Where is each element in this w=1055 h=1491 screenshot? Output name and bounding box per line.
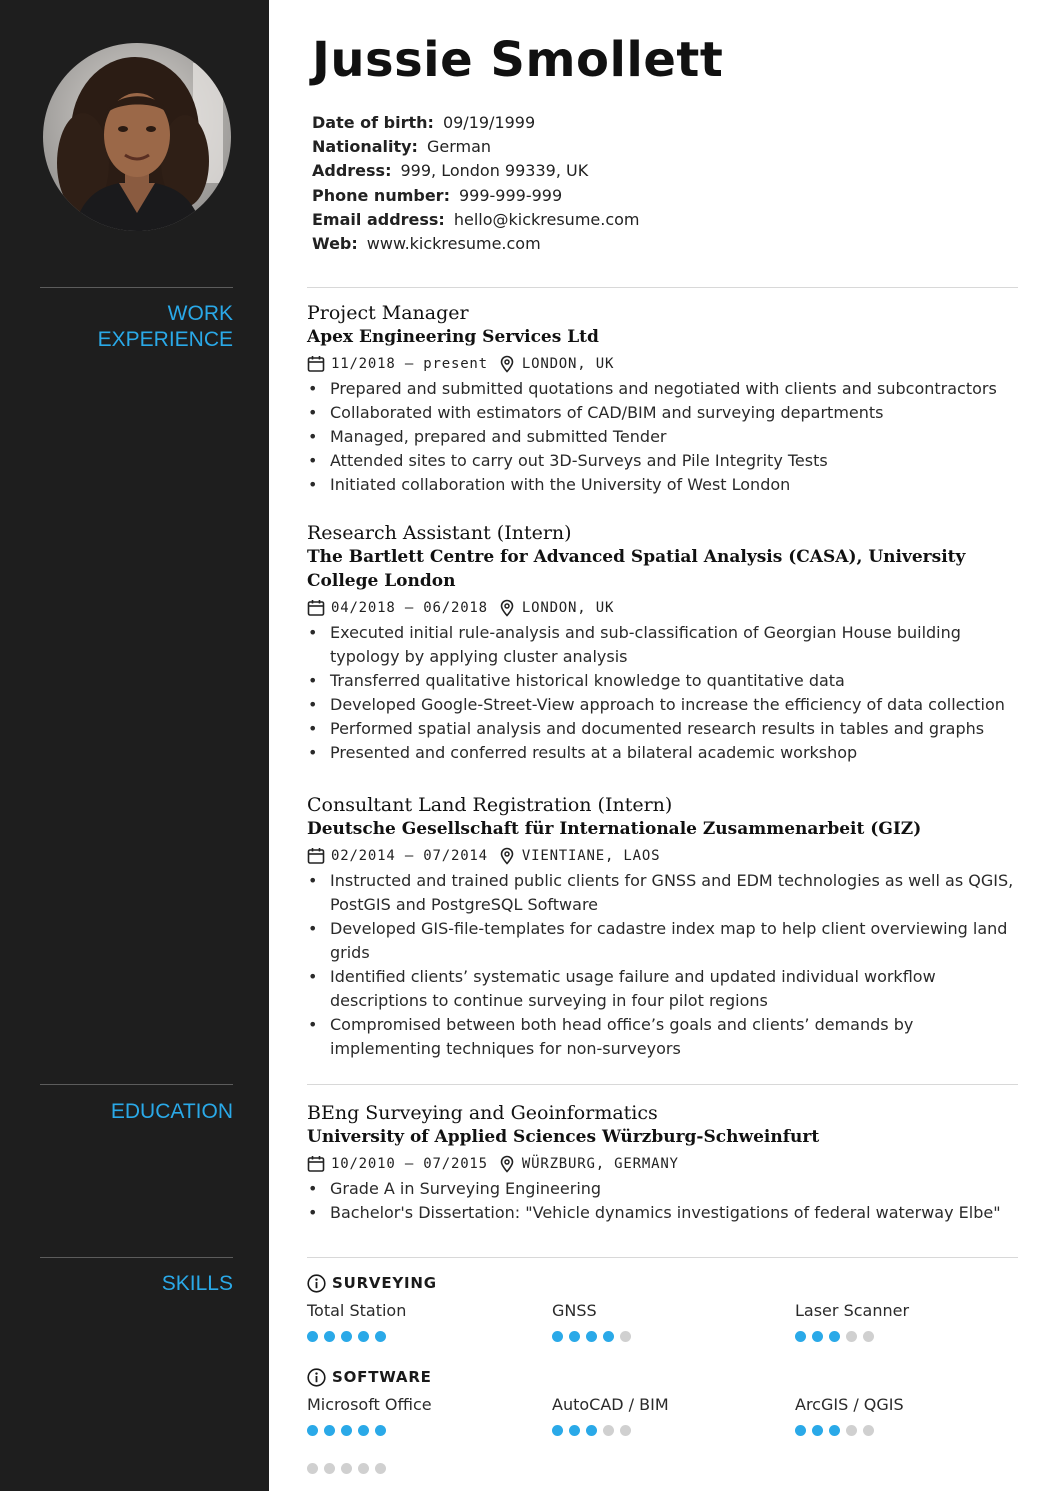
skill-category-label: SURVEYING — [332, 1274, 437, 1292]
skill-item — [307, 1394, 432, 1436]
info-label: Email address: — [312, 209, 445, 229]
info-row-email — [312, 208, 640, 232]
rating-dot-filled — [324, 1425, 335, 1436]
skills-heading: SKILLS — [161, 1272, 233, 1295]
bullet-list — [307, 869, 1027, 1061]
entry-location: LONDON, UK — [521, 599, 615, 616]
entry-dates: 02/2014 – 07/2014 — [331, 847, 488, 864]
entry-dates: 10/2010 – 07/2015 — [331, 1155, 488, 1172]
skill-name: ArcGIS / QGIS — [795, 1395, 904, 1414]
rating-dot-filled — [552, 1331, 563, 1342]
entry-dates: 04/2018 – 06/2018 — [331, 599, 488, 616]
rating-dot-filled — [795, 1331, 806, 1342]
skill-item — [552, 1300, 637, 1342]
entry-meta — [307, 843, 1027, 868]
location-pin-icon — [498, 355, 516, 373]
bullet-item: • Developed GIS-file-templates for cadastre index map to help client overviewing land grids — [307, 917, 1027, 965]
info-icon — [307, 1274, 326, 1293]
location-pin-icon — [498, 599, 516, 617]
work-entry — [307, 521, 1027, 765]
rating-dot-filled — [795, 1425, 806, 1436]
education-entry — [307, 1101, 1027, 1225]
entry-meta — [307, 351, 1027, 376]
rating-dot-filled — [586, 1331, 597, 1342]
info-value: 999, London 99339, UK — [400, 161, 589, 181]
bullet-item: • Prepared and submitted quotations and negotiated with clients and subcontractors — [307, 377, 1027, 401]
info-label: Date of birth: — [312, 113, 434, 132]
info-value[interactable]: www.kickresume.com — [366, 234, 541, 254]
info-value: German — [426, 137, 492, 157]
skill-rating — [795, 1331, 909, 1342]
bullet-item: • Presented and conferred results at a bilateral academic workshop — [307, 741, 1027, 765]
degree-title: BEng Surveying and Geoinformatics — [307, 1102, 658, 1124]
work-entry — [307, 793, 1027, 1061]
bullet-item: • Identified clients’ systematic usage failure and updated individual workflow descriptions to continue surveying in four pilot regions — [307, 965, 1027, 1013]
rating-dot-filled — [375, 1425, 386, 1436]
rating-dot-filled — [307, 1331, 318, 1342]
bullet-item: • Collaborated with estimators of CAD/BIM and surveying departments — [307, 401, 1027, 425]
rating-dot-empty — [603, 1425, 614, 1436]
rating-dot-filled — [812, 1425, 823, 1436]
skill-rating — [552, 1331, 637, 1342]
bullet-item: • Initiated collaboration with the University of West London — [307, 473, 1027, 497]
entry-location: VIENTIANE, LAOS — [521, 847, 661, 864]
institution: University of Applied Sciences Würzburg-Schweinfurt — [307, 1127, 820, 1147]
bullet-item: • Grade A in Surveying Engineering — [307, 1177, 1027, 1201]
rating-dot-empty — [307, 1463, 318, 1474]
profile-photo — [43, 43, 231, 231]
calendar-icon — [307, 1155, 325, 1173]
info-label: Address: — [312, 161, 392, 181]
job-title: Research Assistant (Intern) — [307, 522, 572, 544]
employer: The Bartlett Centre for Advanced Spatial Analysis (CASA), University College London — [307, 547, 966, 591]
candidate-name: Jussie Smollett — [312, 32, 724, 88]
rating-dot-filled — [375, 1331, 386, 1342]
personal-info — [312, 111, 640, 256]
bullet-item: • Attended sites to carry out 3D-Surveys and Pile Integrity Tests — [307, 449, 1027, 473]
info-label: Web: — [312, 234, 358, 254]
rating-dot-empty — [863, 1425, 874, 1436]
bullet-item: • Managed, prepared and submitted Tender — [307, 425, 1027, 449]
divider-education — [307, 1084, 1018, 1085]
education-heading: EDUCATION — [110, 1100, 233, 1123]
work-heading-line2: EXPERIENCE — [97, 328, 233, 351]
rating-dot-filled — [358, 1425, 369, 1436]
rating-dot-empty — [846, 1425, 857, 1436]
skill-rating-extra — [307, 1463, 392, 1474]
rating-dot-empty — [375, 1463, 386, 1474]
skill-rating — [307, 1425, 432, 1436]
location-pin-icon — [498, 847, 516, 865]
rating-dot-empty — [358, 1463, 369, 1474]
info-value: 09/19/1999 — [442, 113, 536, 132]
rating-dot-filled — [569, 1425, 580, 1436]
entry-meta — [307, 595, 1027, 620]
bullet-list — [307, 1177, 1027, 1225]
rating-dot-empty — [620, 1331, 631, 1342]
bullet-item: • Executed initial rule-analysis and sub-classification of Georgian House building typology by applying cluster analysis — [307, 621, 1027, 669]
rating-dot-filled — [341, 1425, 352, 1436]
entry-location: LONDON, UK — [521, 355, 615, 372]
rating-dot-filled — [603, 1331, 614, 1342]
rating-dot-filled — [324, 1331, 335, 1342]
rating-dot-empty — [341, 1463, 352, 1474]
rating-dot-filled — [829, 1331, 840, 1342]
skill-rating — [552, 1425, 669, 1436]
rating-dot-filled — [829, 1425, 840, 1436]
bullet-item: • Performed spatial analysis and documented research results in tables and graphs — [307, 717, 1027, 741]
sidebar-divider-education — [40, 1084, 233, 1085]
job-title: Consultant Land Registration (Intern) — [307, 794, 673, 816]
rating-dot-empty — [620, 1425, 631, 1436]
skill-name: AutoCAD / BIM — [552, 1395, 669, 1414]
sidebar-divider-work — [40, 287, 233, 288]
rating-dot-filled — [358, 1331, 369, 1342]
employer: Deutsche Gesellschaft für Internationale Zusammenarbeit (GIZ) — [307, 819, 922, 839]
skill-rating — [795, 1425, 904, 1436]
skill-item — [795, 1394, 904, 1436]
info-row-phone — [312, 184, 640, 208]
bullet-item: • Transferred qualitative historical knowledge to quantitative data — [307, 669, 1027, 693]
info-value[interactable]: hello@kickresume.com — [453, 209, 640, 229]
rating-dot-filled — [552, 1425, 563, 1436]
info-label: Nationality: — [312, 137, 418, 157]
employer: Apex Engineering Services Ltd — [307, 327, 599, 347]
work-heading-line1: WORK — [167, 302, 233, 325]
bullet-list — [307, 377, 1027, 497]
rating-dot-filled — [812, 1331, 823, 1342]
job-title: Project Manager — [307, 302, 469, 324]
profile-photo-image — [43, 43, 231, 231]
work-experience-heading — [40, 301, 233, 353]
sidebar-divider-skills — [40, 1257, 233, 1258]
divider-skills — [307, 1257, 1018, 1258]
bullet-list — [307, 621, 1027, 765]
skill-category-software — [307, 1366, 432, 1388]
skill-item — [795, 1300, 909, 1342]
rating-dot-filled — [569, 1331, 580, 1342]
bullet-item: • Developed Google-Street-View approach to increase the efficiency of data collection — [307, 693, 1027, 717]
calendar-icon — [307, 599, 325, 617]
info-label: Phone number: — [312, 185, 450, 205]
skill-name: Microsoft Office — [307, 1395, 432, 1414]
rating-dot-filled — [307, 1425, 318, 1436]
entry-meta — [307, 1151, 1027, 1176]
rating-dot-filled — [341, 1331, 352, 1342]
sidebar — [0, 0, 269, 1491]
skill-name: GNSS — [552, 1301, 597, 1320]
calendar-icon — [307, 847, 325, 865]
skill-rating — [307, 1331, 406, 1342]
entry-dates: 11/2018 – present — [331, 355, 488, 372]
info-row-address — [312, 159, 640, 183]
rating-dot-empty — [846, 1331, 857, 1342]
skill-category-label: SOFTWARE — [332, 1368, 432, 1386]
divider-work — [307, 287, 1018, 288]
info-row-nationality — [312, 135, 640, 159]
info-icon — [307, 1368, 326, 1387]
rating-dot-empty — [863, 1331, 874, 1342]
rating-dot-empty — [324, 1463, 335, 1474]
info-row-dob — [312, 111, 640, 135]
skill-item — [552, 1394, 669, 1436]
rating-dot-filled — [586, 1425, 597, 1436]
skill-name: Total Station — [307, 1301, 407, 1320]
info-value: 999-999-999 — [458, 185, 563, 205]
skill-item — [307, 1300, 406, 1342]
skill-name: Laser Scanner — [795, 1301, 910, 1320]
calendar-icon — [307, 355, 325, 373]
bullet-item: • Instructed and trained public clients for GNSS and EDM technologies as well as QGIS, PostGIS and PostgreSQL Software — [307, 869, 1027, 917]
bullet-item: • Compromised between both head office’s goals and clients’ demands by implementing techniques for non-surveyors — [307, 1013, 1027, 1061]
info-row-web — [312, 232, 640, 256]
location-pin-icon — [498, 1155, 516, 1173]
skill-category-surveying — [307, 1272, 437, 1294]
work-entry — [307, 301, 1027, 497]
bullet-item: • Bachelor's Dissertation: "Vehicle dynamics investigations of federal waterway Elbe" — [307, 1201, 1027, 1225]
entry-location: WÜRZBURG, GERMANY — [521, 1155, 679, 1172]
